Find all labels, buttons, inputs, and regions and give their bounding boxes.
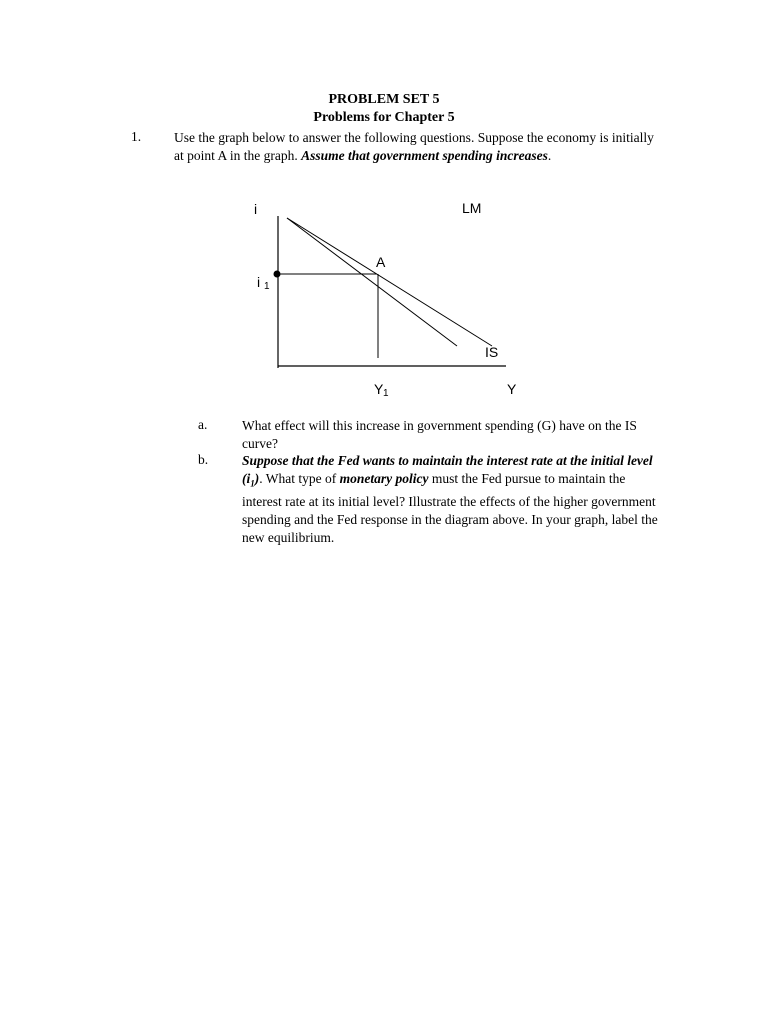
part-b-subscript: 1 <box>250 478 255 489</box>
lm-label: LM <box>462 200 482 216</box>
is-lm-graph <box>0 0 768 420</box>
question-emphasis: Assume that government spending increases <box>301 148 548 163</box>
question-plain-text: Use the graph below to answer the following questions. Suppose the economy is initially at point A in the graph. <box>174 130 654 163</box>
page-title: PROBLEM SET 5 <box>328 92 440 107</box>
part-b-plain-2: must the Fed pursue to maintain the interest rate at its initial level? Illustrate the effects of the higher government spending and the Fed response in the diagram above. In your graph, label the new equilibrium. <box>242 471 658 545</box>
is-label: IS <box>485 344 499 360</box>
part-a-text: What effect will this increase in government spending (G) have on the IS curve? <box>242 418 637 451</box>
part-b-emphasis-2: monetary policy <box>339 471 429 486</box>
lm-curve <box>287 218 492 346</box>
part-b-letter: b. <box>198 452 209 467</box>
part-b-text <box>242 452 662 547</box>
y1-label: Y <box>374 381 384 397</box>
point-a-label: A <box>376 254 386 270</box>
page-subtitle: Problems for Chapter 5 <box>313 110 455 125</box>
part-b-emphasis-1: Suppose that the Fed wants to maintain the interest rate at the initial level (i <box>242 453 653 486</box>
question-end: . <box>547 148 552 163</box>
is-curve <box>287 218 457 346</box>
x-axis-label: Y <box>507 381 517 397</box>
part-a-letter: a. <box>198 417 208 432</box>
part-b-plain-1: . What type of <box>259 471 340 486</box>
y1-subscript: 1 <box>383 388 389 399</box>
y-axis-label: i <box>254 201 258 217</box>
part-b-emphasis-1-end: ) <box>254 471 260 486</box>
i1-subscript: 1 <box>264 281 270 292</box>
i1-label: i <box>257 274 261 290</box>
question-number: 1. <box>131 129 142 144</box>
i1-point-marker <box>274 271 281 278</box>
